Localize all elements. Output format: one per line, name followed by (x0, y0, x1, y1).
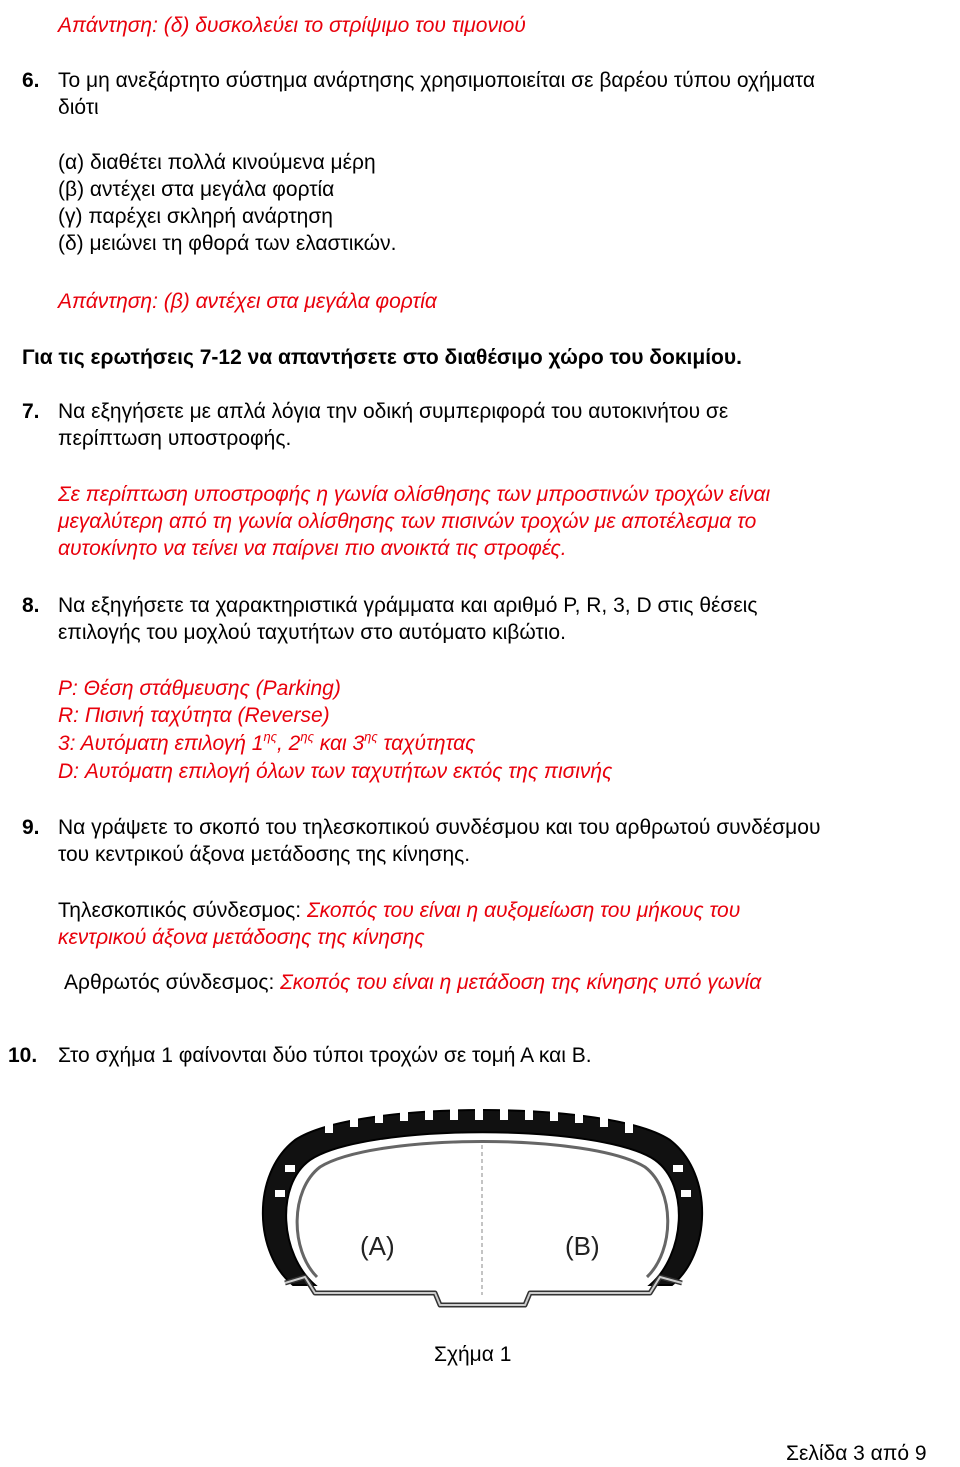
q6-answer: Απάντηση: (β) αντέχει στα μεγάλα φορτία (58, 290, 437, 313)
q6-number: 6. (22, 69, 40, 92)
q6-option-c: (γ) παρέχει σκληρή ανάρτηση (58, 205, 333, 228)
q7-number: 7. (22, 400, 40, 423)
q9-telescopic-answer-line1: Σκοπός του είναι η αυξομείωση του μήκους του (306, 899, 741, 922)
figure-label-b: (B) (565, 1231, 600, 1261)
q8-answer-3 (58, 730, 475, 757)
q8-answer-3-sup2: ης (300, 729, 314, 744)
page-footer: Σελίδα 3 από 9 (786, 1442, 927, 1465)
figure-caption: Σχήμα 1 (434, 1343, 512, 1366)
q9-text-line1: Να γράψετε το σκοπό του τηλεσκοπικού συνδέσμου και του αρθρωτού συνδέσμου (58, 816, 821, 839)
q9-articulated (64, 969, 761, 996)
q6-text-line2: διότι (58, 96, 99, 119)
q7-text-line1: Να εξηγήσετε με απλά λόγια την οδική συμπεριφορά του αυτοκινήτου σε (58, 400, 729, 423)
q9-telescopic (58, 897, 740, 924)
q9-number: 9. (22, 816, 40, 839)
q7-answer-line3: αυτοκίνητο να τείνει να παίρνει πιο ανοικτά τις στροφές. (58, 537, 567, 560)
instructions-heading: Για τις ερωτήσεις 7-12 να απαντήσετε στο διαθέσιμο χώρο του δοκιμίου. (22, 346, 742, 369)
q8-answer-3-part-b: , 2 (277, 732, 301, 755)
q6-text-line1: Το μη ανεξάρτητο σύστημα ανάρτησης χρησιμοποιείται σε βαρέου τύπου οχήματα (58, 69, 816, 92)
q8-text-line2: επιλογής του μοχλού ταχυτήτων στο αυτόματο κιβώτιο. (58, 621, 566, 644)
q9-articulated-answer: Σκοπός του είναι η μετάδοση της κίνησης υπό γωνία (280, 971, 762, 994)
q8-answer-r: R: Πισινή ταχύτητα (Reverse) (58, 704, 330, 727)
figure-label-a: (A) (360, 1231, 395, 1261)
q9-text-line2: του κεντρικού άξονα μετάδοσης της κίνησης. (58, 843, 471, 866)
answer-q5: Απάντηση: (δ) δυσκολεύει το στρίψιμο του τιμονιού (58, 14, 526, 37)
q8-answer-p: P: Θέση στάθμευσης (Parking) (58, 677, 341, 700)
q9-articulated-label: Αρθρωτός σύνδεσμος: (64, 971, 281, 994)
q6-option-a: (α) διαθέτει πολλά κινούμενα μέρη (58, 151, 376, 174)
q10-text: Στο σχήμα 1 φαίνονται δύο τύποι τροχών σε τομή Α και Β. (58, 1044, 592, 1067)
q8-answer-3-part-a: 3: Αυτόματη επιλογή 1 (58, 732, 264, 755)
q10-number: 10. (8, 1044, 38, 1067)
q8-number: 8. (22, 594, 40, 617)
q8-answer-d: D: Αυτόματη επιλογή όλων των ταχυτήτων εκτός της πισινής (58, 760, 613, 783)
tyre-cross-section-figure (245, 1105, 720, 1330)
q8-answer-3-sup1: ης (263, 729, 278, 744)
q8-answer-3-part-c: και 3 (313, 732, 365, 755)
q7-answer-line1: Σε περίπτωση υποστροφής η γωνία ολίσθησης των μπροστινών τροχών είναι (58, 483, 771, 506)
q8-answer-3-part-d: ταχύτητας (377, 732, 476, 755)
q6-option-b: (β) αντέχει στα μεγάλα φορτία (58, 178, 335, 201)
q9-telescopic-answer-line2: κεντρικού άξονα μετάδοσης της κίνησης (58, 926, 425, 949)
q7-answer-line2: μεγαλύτερη από τη γωνία ολίσθησης των πισινών τροχών με αποτέλεσμα το (58, 510, 757, 533)
q7-text-line2: περίπτωση υποστροφής. (58, 427, 292, 450)
wheel-rim (285, 1277, 682, 1305)
q8-text-line1: Να εξηγήσετε τα χαρακτηριστικά γράμματα και αριθμό P, R, 3, D στις θέσεις (58, 594, 758, 617)
q9-telescopic-label: Τηλεσκοπικός σύνδεσμος: (58, 899, 307, 922)
q8-answer-3-sup3: ης (364, 729, 378, 744)
q6-option-d: (δ) μειώνει τη φθορά των ελαστικών. (58, 232, 397, 255)
